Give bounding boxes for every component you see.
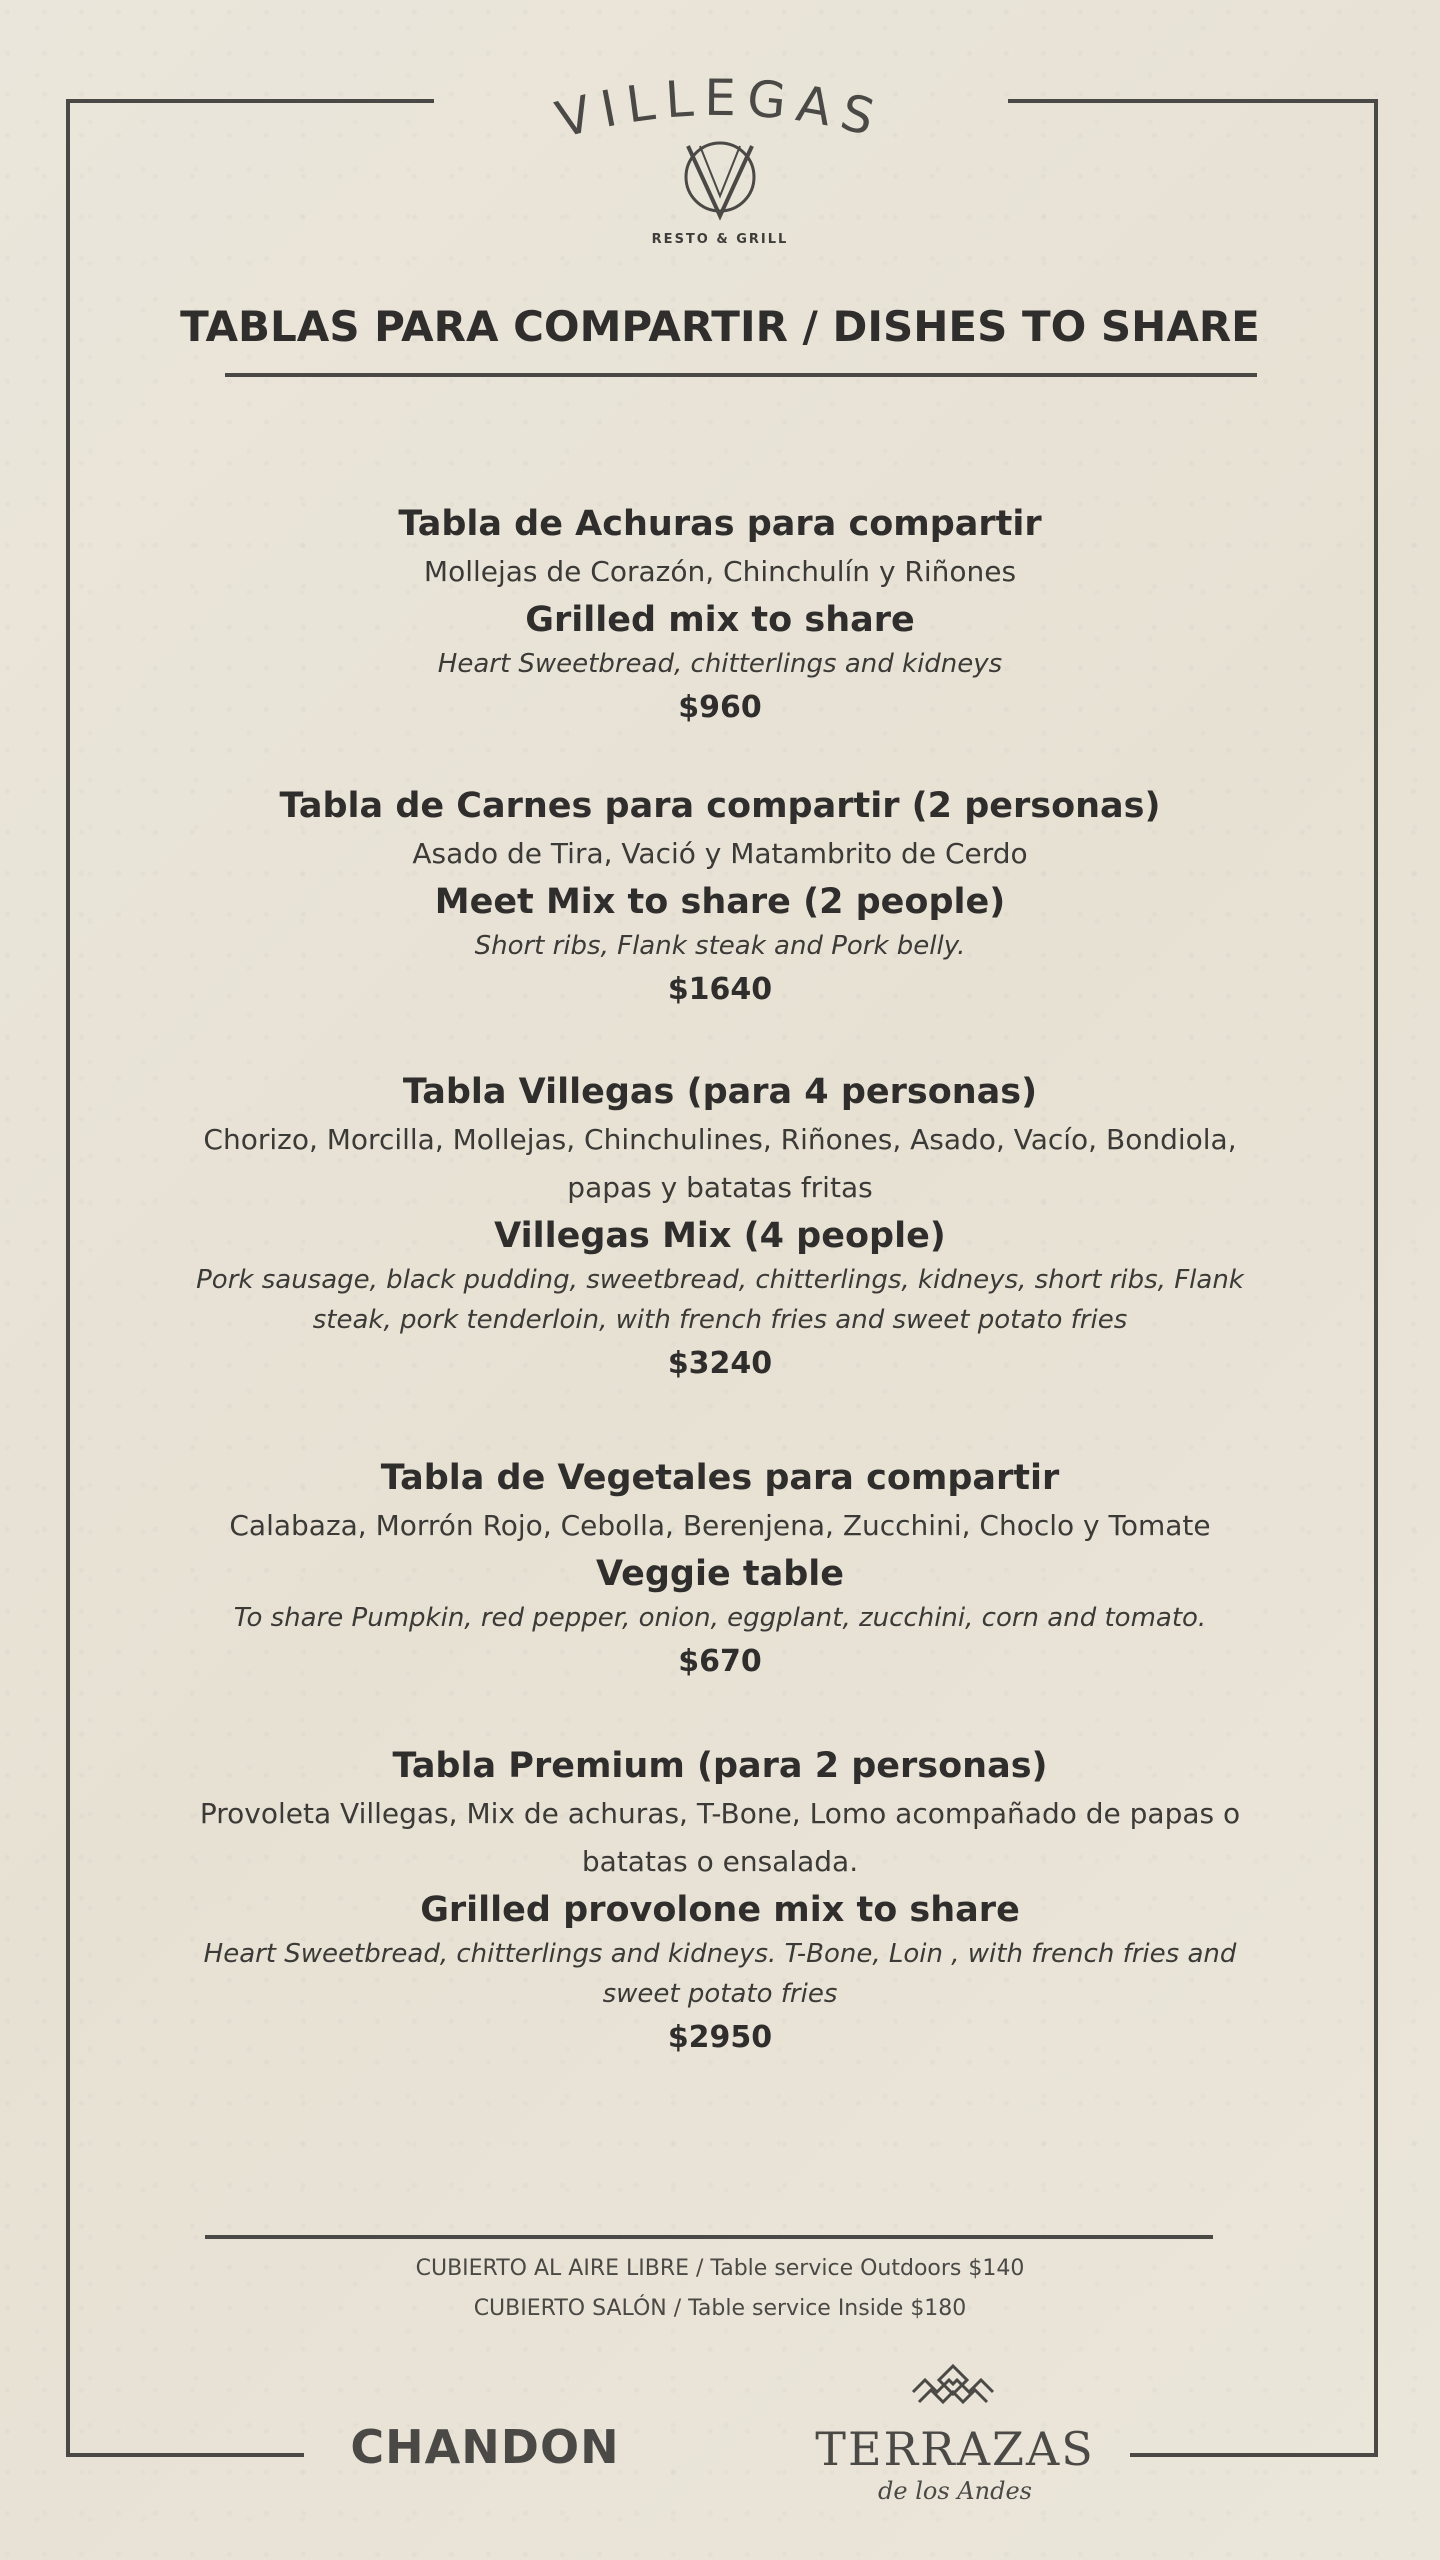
- item-name-en: Grilled provolone mix to share: [420, 1890, 1020, 1930]
- item-desc-en: Pork sausage, black pudding, sweetbread, chitterlings, kidneys, short ribs, Flank steak, pork tenderloin, with french fries and sweet potato fries: [196, 1265, 1244, 1335]
- menu-item-villegas: [170, 1068, 1270, 1388]
- item-desc-es: Provoleta Villegas, Mix de achuras, T-Bone, Lomo acompañado de papas o batatas o ensalada.: [199, 1797, 1241, 1878]
- logo-v-emblem-icon: [660, 132, 780, 222]
- item-name-es: Tabla Villegas (para 4 personas): [402, 1072, 1038, 1112]
- item-name-es: Tabla de Vegetales para compartir: [380, 1458, 1060, 1498]
- item-desc-es: Calabaza, Morrón Rojo, Cebolla, Berenjena, Zucchini, Choclo y Tomate: [229, 1509, 1211, 1542]
- item-price: $1640: [667, 972, 773, 1007]
- frame-top-left: [66, 99, 434, 103]
- service-inside: CUBIERTO SALÓN / Table service Inside $180: [473, 2296, 967, 2321]
- logo-subtitle: RESTO & GRILL: [651, 232, 789, 247]
- item-name-en: Veggie table: [595, 1554, 845, 1594]
- item-name-es: Tabla de Carnes para compartir (2 personas): [279, 786, 1161, 826]
- item-price: $2950: [667, 2020, 773, 2055]
- sponsor-chandon-logo: CHANDON: [350, 2420, 620, 2474]
- frame-left: [66, 99, 70, 2457]
- footer-divider: [205, 2235, 1213, 2239]
- item-desc-es: Mollejas de Corazón, Chinchulín y Riñones: [423, 555, 1017, 588]
- menu-item-achuras: [170, 500, 1270, 732]
- item-desc-es: Chorizo, Morcilla, Mollejas, Chinchulines, Riñones, Asado, Vacío, Bondiola, papas y batatas fritas: [203, 1123, 1237, 1204]
- item-price: $3240: [667, 1346, 773, 1381]
- menu-item-premium: [170, 1742, 1270, 2062]
- item-desc-en: Short ribs, Flank steak and Pork belly.: [474, 931, 966, 961]
- sponsor-terrazas-subtitle: de los Andes: [878, 2477, 1032, 2505]
- item-desc-es: Asado de Tira, Vació y Matambrito de Cerdo: [412, 837, 1028, 870]
- item-desc-en: To share Pumpkin, red pepper, onion, eggplant, zucchini, corn and tomato.: [233, 1603, 1207, 1633]
- frame-bottom-right: [1130, 2453, 1378, 2457]
- item-price: $960: [678, 690, 762, 725]
- frame-top-right: [1008, 99, 1378, 103]
- service-outdoor: CUBIERTO AL AIRE LIBRE / Table service Outdoors $140: [415, 2256, 1025, 2281]
- item-name-en: Meet Mix to share (2 people): [434, 882, 1006, 922]
- menu-item-vegetales: [170, 1454, 1270, 1686]
- terrazas-emblem-icon: [905, 2362, 1001, 2412]
- item-name-en: Villegas Mix (4 people): [494, 1216, 946, 1256]
- sponsor-terrazas-logo: TERRAZAS: [815, 2422, 1095, 2476]
- frame-bottom-left: [66, 2453, 304, 2457]
- logo-brand-text: VILLEGAS: [550, 70, 890, 150]
- section-title: TABLAS PARA COMPARTIR / DISHES TO SHARE: [180, 302, 1260, 351]
- title-divider: [225, 373, 1257, 377]
- frame-right: [1374, 99, 1378, 2457]
- item-name-en: Grilled mix to share: [525, 600, 915, 640]
- item-name-es: Tabla de Achuras para compartir: [398, 504, 1042, 544]
- item-desc-en: Heart Sweetbread, chitterlings and kidneys. T-Bone, Loin , with french fries and sweet potato fries: [203, 1939, 1237, 2009]
- menu-item-carnes: [170, 782, 1270, 1014]
- item-desc-en: Heart Sweetbread, chitterlings and kidneys: [437, 649, 1003, 679]
- item-price: $670: [678, 1644, 762, 1679]
- item-name-es: Tabla Premium (para 2 personas): [392, 1746, 1048, 1786]
